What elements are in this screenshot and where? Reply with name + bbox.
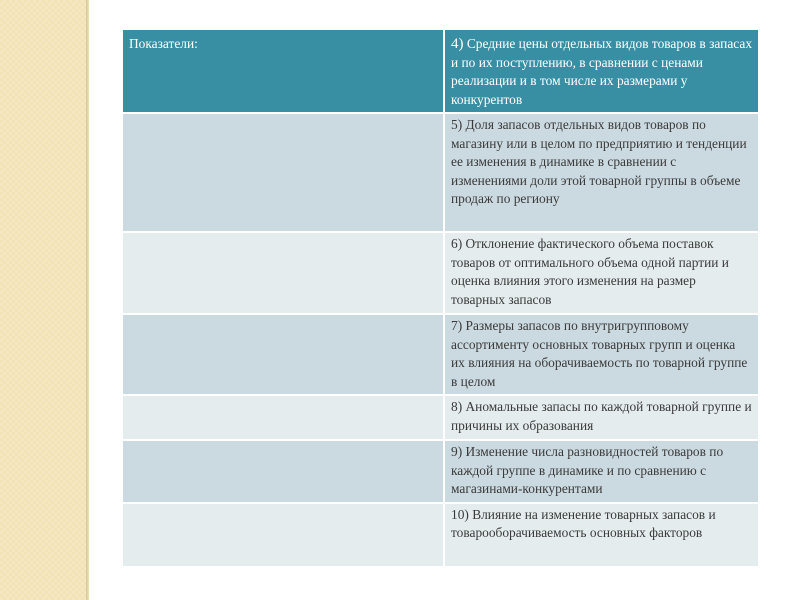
row-right-cell: 10) Влияние на изменение товарных запасов и товарооборачиваемость основных факторов bbox=[444, 503, 758, 566]
row-right-cell: 6) Отклонение фактического объема поставок товаров от оптимального объема одной партии и оценка влияния этого изменения на размер товарных запасов bbox=[444, 232, 758, 314]
header-cell-indicators: Показатели: bbox=[123, 30, 444, 113]
row-left-cell bbox=[123, 314, 444, 395]
row-right-cell: 9) Изменение числа разновидностей товаров по каждой группе в динамике и по сравнению с магазинами-конкурентами bbox=[444, 440, 758, 503]
table-row bbox=[123, 440, 758, 503]
header-item-text: Средние цены отдельных видов товаров в запасах и по их поступлению, в сравнении с ценами реализации и в том числе их размерами у конкурентов bbox=[451, 36, 753, 107]
header-cell-item-4 bbox=[444, 30, 758, 113]
side-strip-edge bbox=[86, 0, 89, 600]
row-left-cell bbox=[123, 395, 444, 440]
table-row bbox=[123, 395, 758, 440]
table-row bbox=[123, 113, 758, 232]
table-row bbox=[123, 503, 758, 566]
indicators-table bbox=[123, 30, 758, 566]
row-left-cell bbox=[123, 232, 444, 314]
header-item-number: 4) bbox=[451, 36, 464, 52]
row-right-cell: 8) Аномальные запасы по каждой товарной группе и причины их образования bbox=[444, 395, 758, 440]
row-left-cell bbox=[123, 503, 444, 566]
table-row bbox=[123, 314, 758, 395]
row-right-cell: 5) Доля запасов отдельных видов товаров по магазину или в целом по предприятию и тенденции ее изменения в динамике в сравнении с изменениями доли этой товарной группы в объеме продаж по региону bbox=[444, 113, 758, 232]
row-left-cell bbox=[123, 113, 444, 232]
decorative-side-strip bbox=[0, 0, 86, 600]
row-left-cell bbox=[123, 440, 444, 503]
table-row bbox=[123, 232, 758, 314]
row-right-cell: 7) Размеры запасов по внутригрупповому ассортименту основных товарных групп и оценка их влияния на оборачиваемость по товарной группе в целом bbox=[444, 314, 758, 395]
table-header-row bbox=[123, 30, 758, 113]
